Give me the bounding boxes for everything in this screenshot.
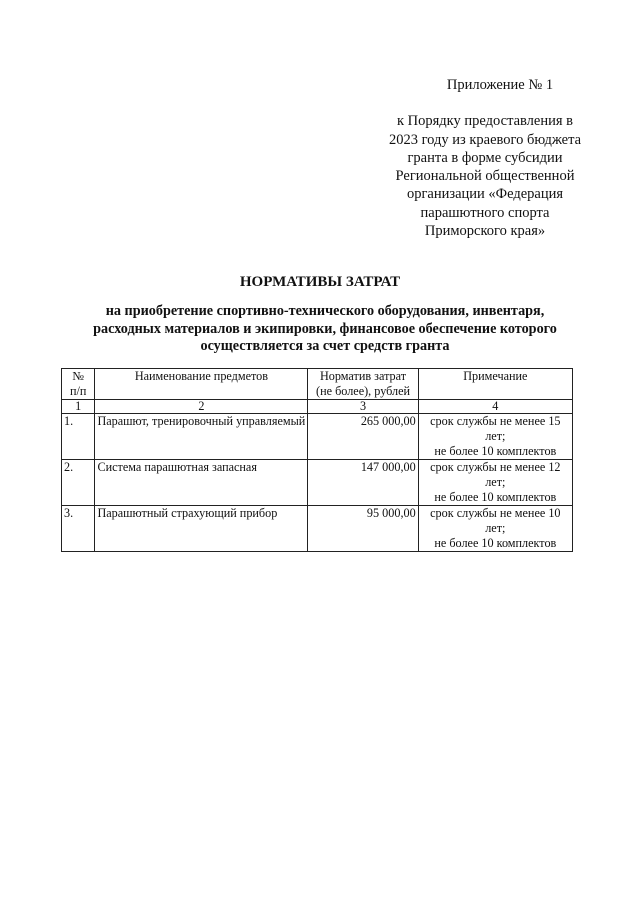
header-name: [95, 369, 308, 400]
subtitle-line: на приобретение спортивно-технического оборудования, инвентаря,: [105, 303, 545, 319]
appendix-line: к Порядку предоставления в: [396, 113, 574, 130]
header-norm: [308, 369, 418, 400]
subtitle-line: осуществляется за счет средств гранта: [200, 338, 450, 355]
appendix-number: Приложение № 1: [446, 77, 554, 93]
note-line: срок службы не менее 15: [430, 414, 561, 428]
header-num-line: п/п: [70, 384, 87, 398]
row-number: 2.: [62, 460, 95, 506]
table-row: [62, 506, 573, 552]
table-row: [62, 460, 573, 506]
row-number: 3.: [62, 506, 95, 552]
row-price: 95 000,00: [308, 506, 418, 552]
note-line: лет;: [485, 521, 506, 535]
appendix-line: гранта в форме субсидии: [407, 149, 563, 166]
appendix-line: 2023 году из краевого бюджета: [388, 131, 582, 148]
document-subtitle: [60, 303, 590, 356]
row-name: Парашют, тренировочный управляемый: [95, 414, 308, 460]
row-price: 265 000,00: [308, 414, 418, 460]
row-note: [418, 414, 572, 460]
header-note-line: Примечание: [463, 369, 528, 383]
header-num-line: №: [72, 369, 85, 383]
row-name: Парашютный страхующий прибор: [95, 506, 308, 552]
note-line: не более 10 комплектов: [434, 490, 557, 504]
index-cell: 3: [308, 400, 418, 414]
header-num: [62, 369, 95, 400]
index-cell: 2: [95, 400, 308, 414]
row-number: 1.: [62, 414, 95, 460]
note-line: лет;: [485, 429, 506, 443]
table-header-row: [62, 369, 573, 400]
document-title: НОРМАТИВЫ ЗАТРАТ: [239, 274, 401, 290]
header-norm-line: (не более), рублей: [316, 384, 411, 398]
table-index-row: [62, 400, 573, 414]
note-line: срок службы не менее 10: [430, 506, 561, 520]
index-cell: 4: [418, 400, 572, 414]
note-line: не более 10 комплектов: [434, 444, 557, 458]
row-price: 147 000,00: [308, 460, 418, 506]
appendix-line: парашютного спорта: [420, 204, 550, 221]
appendix-block: [370, 76, 600, 240]
row-note: [418, 506, 572, 552]
row-name: Система парашютная запасная: [95, 460, 308, 506]
table-row: [62, 414, 573, 460]
norms-table: [61, 368, 573, 552]
note-line: срок службы не менее 12: [430, 460, 561, 474]
note-line: лет;: [485, 475, 506, 489]
header-norm-line: Норматив затрат: [320, 369, 407, 383]
subtitle-line: расходных материалов и экипировки, финансовое обеспечение которого: [93, 320, 557, 337]
note-line: не более 10 комплектов: [434, 536, 557, 550]
index-cell: 1: [62, 400, 95, 414]
header-note: [418, 369, 572, 400]
appendix-line: Приморского края»: [424, 223, 546, 240]
header-name-line: Наименование предметов: [134, 369, 269, 383]
appendix-line: организации «Федерация: [406, 186, 564, 203]
appendix-line: Региональной общественной: [395, 168, 575, 185]
row-note: [418, 460, 572, 506]
